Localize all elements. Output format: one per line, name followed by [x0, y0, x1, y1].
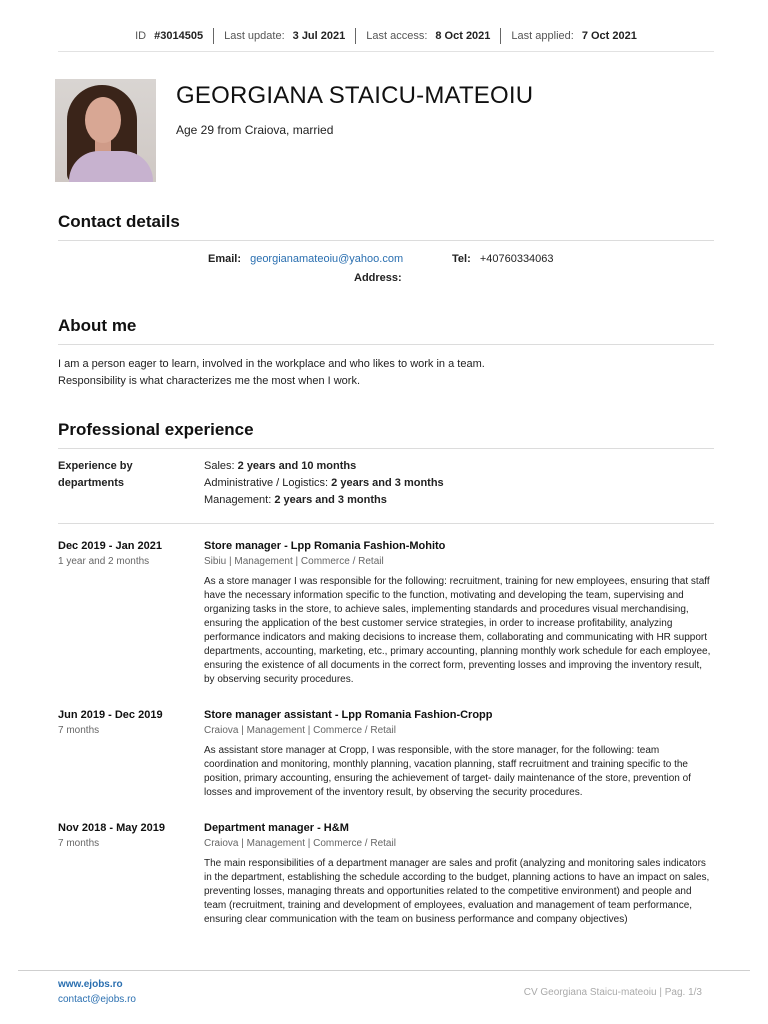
- job-tags: Craiova | Management | Commerce / Retail: [204, 838, 396, 849]
- meta-last-applied-value: 7 Oct 2021: [581, 30, 637, 42]
- experience-section-title: Professional experience: [58, 420, 714, 449]
- departments-label: Experience by departments: [58, 460, 133, 489]
- job-title: Department manager - H&M: [204, 822, 349, 834]
- job-dates: Nov 2018 - May 2019: [58, 822, 166, 834]
- tel-label: Tel:: [452, 253, 471, 265]
- contact-section-title: Contact details: [58, 212, 714, 241]
- meta-last-applied-label: Last applied:: [511, 30, 574, 42]
- meta-last-update-label: Last update:: [224, 30, 285, 42]
- footer-page-info: CV Georgiana Staicu-mateoiu | Pag. 1/3: [523, 987, 702, 998]
- job-dates: Jun 2019 - Dec 2019: [58, 709, 163, 721]
- department-duration: 2 years and 3 months: [274, 494, 387, 506]
- cv-meta-bar: [58, 28, 714, 52]
- department-name: Administrative / Logistics:: [204, 477, 329, 489]
- email-label: Email:: [208, 253, 242, 265]
- about-section-title: About me: [58, 316, 714, 345]
- department-name: Sales:: [204, 460, 235, 472]
- job-duration: 7 months: [58, 838, 100, 849]
- department-name: Management:: [204, 494, 272, 506]
- meta-last-access-label: Last access:: [366, 30, 428, 42]
- about-line: Responsibility is what characterizes me the most when I work.: [58, 375, 361, 387]
- about-line: I am a person eager to learn, involved in the workplace and who likes to work in a team.: [58, 358, 485, 370]
- department-item: [204, 492, 444, 509]
- contact-email: [208, 253, 403, 265]
- job-description: As a store manager I was responsible for the following: recruitment, training for new employees, ensuring that staff have the necessary information specific to the function, motivating and developing the team, supervising and organizing tasks in the store, to achieve sales, implementing standards and procedures visual merchandising, ensuring the application of the best customer service strategies, in order to increase profitability, analyzing performance indicators and making decisions to increase them, collaborating and communicating with HR support departments, accounting, marketing, etc., primary accounting, planning monthly work schedule for each employee, ensuring the existence of all documents in the correct form, preventing losses and improving the inventory result, by observing security procedures.: [204, 576, 711, 685]
- photo-clothing: [69, 151, 153, 182]
- meta-id-value: #3014505: [154, 30, 204, 42]
- department-item: [204, 458, 444, 475]
- meta-id-label: ID: [135, 30, 147, 42]
- job-duration: 7 months: [58, 725, 100, 736]
- job-description: As assistant store manager at Cropp, I was responsible, with the store manager, for the following: team coordination and monitoring, monthly planning, vacation planning, staff recruitment and training specific to the position, primary accounting, ensuring the achievement of target- daily maintenance of the store, prevention of losses and improvement of the inventory result, by observing the security procedures.: [204, 745, 691, 798]
- department-duration: 2 years and 10 months: [237, 460, 357, 472]
- meta-last-update-value: 3 Jul 2021: [292, 30, 346, 42]
- contact-tel: [452, 253, 554, 265]
- footer-email-link[interactable]: contact@ejobs.ro: [58, 994, 136, 1005]
- meta-last-applied: [501, 28, 646, 44]
- candidate-name: GEORGIANA STAICU-MATEOIU: [176, 82, 534, 109]
- department-duration: 2 years and 3 months: [331, 477, 444, 489]
- tel-value: +40760334063: [479, 253, 554, 265]
- job-duration: 1 year and 2 months: [58, 556, 150, 567]
- meta-last-access-value: 8 Oct 2021: [435, 30, 491, 42]
- meta-last-update: [214, 28, 355, 44]
- departments-list: [204, 458, 444, 509]
- job-details: [204, 540, 714, 687]
- job-details: [204, 822, 714, 927]
- page-footer: [18, 970, 750, 1024]
- meta-last-access: [356, 28, 500, 44]
- address-label: Address:: [354, 272, 402, 284]
- candidate-subtitle: Age 29 from Craiova, married: [176, 123, 334, 137]
- job-tags: Sibiu | Management | Commerce / Retail: [204, 556, 384, 567]
- job-details: [204, 709, 714, 800]
- job-tags: Craiova | Management | Commerce / Retail: [204, 725, 396, 736]
- job-description: The main responsibilities of a department manager are sales and profit (analyzing and monitoring sales indicators in the department, establishing the schedule according to the budget, planning actions to have an impact on sales, preventing losses, managing threats and opportunities related to the competitive environment) and people and team (recruitment, training and development of employees, evaluation and management of team performance, ensuring clear communication with the team on business performance and company objectives): [204, 858, 710, 925]
- email-link[interactable]: georgianamateoiu@yahoo.com: [250, 253, 404, 265]
- experience-by-departments: [58, 458, 714, 524]
- contact-address: [354, 272, 408, 284]
- photo-face: [85, 97, 121, 143]
- meta-id: [125, 28, 213, 44]
- profile-photo: [55, 79, 156, 182]
- department-item: [204, 475, 444, 492]
- job-dates: Dec 2019 - Jan 2021: [58, 540, 162, 552]
- job-title: Store manager assistant - Lpp Romania Fashion-Cropp: [204, 709, 493, 721]
- footer-site-link[interactable]: www.ejobs.ro: [58, 979, 123, 990]
- about-text: [58, 356, 714, 390]
- job-title: Store manager - Lpp Romania Fashion-Mohito: [204, 540, 446, 552]
